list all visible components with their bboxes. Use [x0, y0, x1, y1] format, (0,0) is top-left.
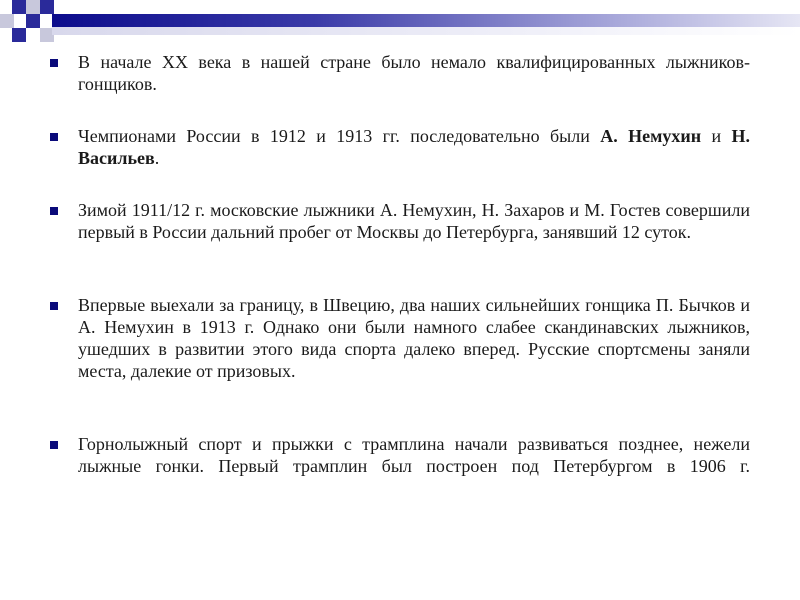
square-bullet-icon	[50, 133, 58, 141]
text-run: и	[701, 126, 732, 146]
bullet-text: Зимой 1911/12 г. московские лыжники А. Немухин, Н. Захаров и М. Гостев совершили первый в России дальний пробег от Москвы до Петербурга, занявший 12 суток.	[78, 200, 750, 242]
square-bullet-icon	[50, 207, 58, 215]
bullet-text	[78, 125, 750, 169]
bullet-text: В начале ХХ века в нашей стране было немало квалифицированных лыжников-гонщиков.	[78, 52, 750, 94]
bullet-text: Впервые выехали за границу, в Швецию, два наших сильнейших гонщика П. Бычков и А. Немухин в 1913 г. Однако они были намного слабее скандинавских лыжников, ушедших в развитии этого вида спорта далеко вперед. Русские спортсмены заняли места, далекие от призовых.	[78, 295, 750, 381]
bold-name: Н. Васильев	[78, 126, 750, 168]
square-bullet-icon	[50, 302, 58, 310]
bold-name: А. Немухин	[600, 126, 702, 146]
square-bullet-icon	[50, 59, 58, 67]
square-bullet-icon	[50, 441, 58, 449]
text-run: .	[154, 148, 160, 168]
text-run: Чемпионами России в 1912 и 1913 гг. последовательно были	[78, 126, 601, 146]
bullet-text: Горнолыжный спорт и прыжки с трамплина начали развиваться позднее, нежели лыжные гонки. Первый трамплин был построен под Петербургом в 1906 г.	[78, 434, 750, 476]
